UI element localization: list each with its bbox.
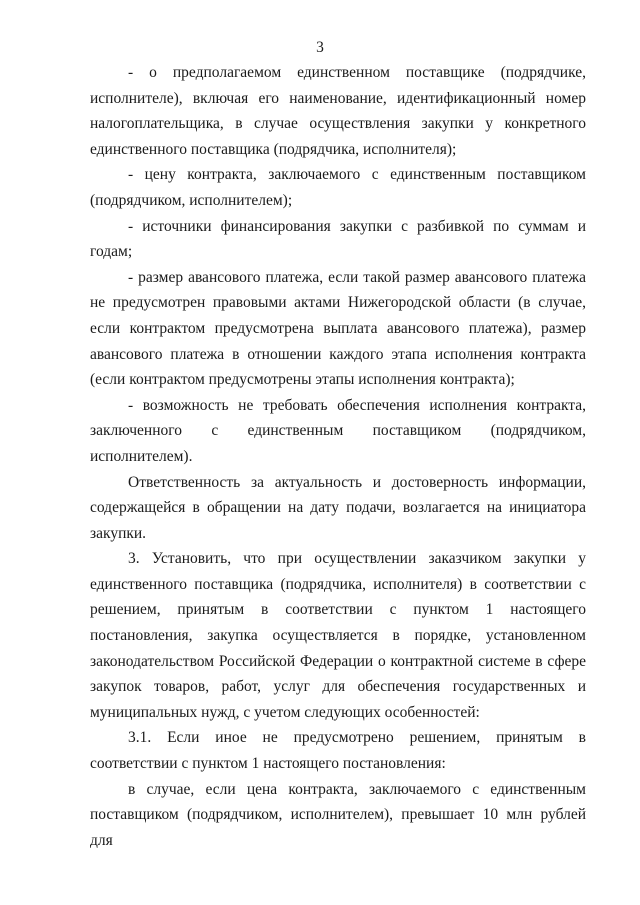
paragraph-price-threshold: в случае, если цена контракта, заключаемого с единственным поставщиком (подрядчиком, исполнителем), превышает 10 млн рублей для: [90, 780, 586, 849]
paragraph-advance-payment: - размер авансового платежа, если такой размер авансового платежа не предусмотрен правовыми актами Нижегородской области (в случае, если контрактом предусмотрена выплата авансового платежа), размер авансового платежа в отношении каждого этапа исполнения контракта (если контрактом предусмотрены этапы исполнения контракта);: [90, 268, 586, 389]
paragraph-security-waiver: - возможность не требовать обеспечения исполнения контракта, заключенного с единственным поставщиком (подрядчиком, исполнителем).: [90, 396, 586, 465]
paragraph-clause-3-1: 3.1. Если иное не предусмотрено решением, принятым в соответствии с пунктом 1 настоящего постановления:: [90, 729, 586, 773]
paragraph-funding-sources: - источники финансирования закупки с разбивкой по суммам и годам;: [90, 217, 586, 261]
paragraph-supplier-info: - о предполагаемом единственном поставщике (подрядчике, исполнителе), включая его наименование, идентификационный номер налогоплательщика, в случае осуществления закупки у конкретного единственного поставщика (подрядчика, исполнителя);: [90, 64, 586, 158]
page-number: 3: [316, 39, 324, 56]
paragraph-contract-price: - цену контракта, заключаемого с единственным поставщиком (подрядчиком, исполнителем);: [90, 166, 586, 209]
paragraph-responsibility: Ответственность за актуальность и достоверность информации, содержащейся в обращении на дату подачи, возлагается на инициатора закупки.: [90, 473, 586, 542]
document-body: [90, 60, 586, 853]
paragraph-clause-3: 3. Установить, что при осуществлении заказчиком закупки у единственного поставщика (подрядчика, исполнителя) в соответствии с решением, принятым в соответствии с пунктом 1 настоящего постановления, закупка осуществляется в порядке, установленном законодательством Российской Федерации о контрактной системе в сфере закупок товаров, работ, услуг для обеспечения государственных и муниципальных нужд, с учетом следующих особенностей:: [90, 550, 586, 721]
